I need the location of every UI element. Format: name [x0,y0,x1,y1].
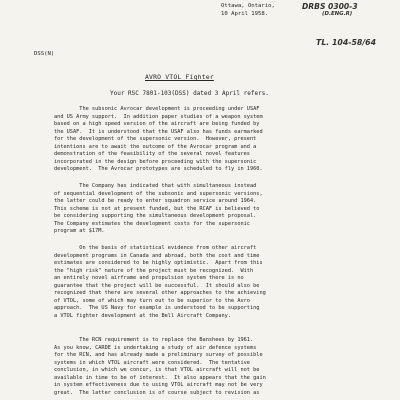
reference-line: Your RSC 7801-103(DSS) dated 3 April refers. [110,90,269,97]
file-reference-stamp: DRBS 0300-3 [302,2,358,11]
addressee: DSS(N) [34,51,55,57]
paragraph-line: intentions are to await the outcome of the Avrocar program and a [54,143,257,150]
paragraph-line: conclusion, in which we concur, is that VTOL aircraft will not be [54,367,260,374]
paragraph-line: On the basis of statistical evidence from other aircraft [54,245,257,251]
paragraph-3 [54,245,354,320]
paragraph-line: program at $17M. [54,228,105,235]
paragraph-line: systems in which VTOL aircraft were considered. The tentative [54,359,250,366]
subject-title: AVRO VTOL Fighter [145,73,214,81]
paragraph-line: a VTOL fighter development at the Bell Aircraft Company. [54,312,232,319]
paragraph-line: for the RCN, and has already made a preliminary survey of possible [54,352,263,359]
file-reference-note: (D.ENG.R) [322,11,353,17]
paragraph-line: available in time to be of interest. It also appears that the gain [54,374,266,381]
paragraph-line: estimates are considered to be highly optimistic. Apart from this [54,260,263,267]
paragraph-line: incorporated in the design before proceeding with the supersonic [54,158,257,165]
paragraph-line: guarantee that the project will be successful. It should also be [54,282,260,289]
paragraph-line: The Company estimates the development costs for the supersonic [54,220,250,227]
paragraph-line: The RCN requirement is to replace the Banshees by 1961. [54,337,254,343]
paragraph-line: great. The latter conclusion is of course subject to revision as [54,389,260,396]
paragraph-line: recognized that there are several other approaches to the achieving [54,290,266,297]
paragraph-line: the USAF. It is understood that the USAF also has funds earmarked [54,128,263,135]
paragraph-line: This scheme is not at present funded, but the RCAF is believed to [54,205,260,212]
handwritten-file-number: TL. 104-58/64 [316,38,377,47]
paragraph-line: The Company has indicated that with simultaneous instead [54,183,257,189]
paragraph-line: demonstration of the feasibility of the several novel features [54,151,250,158]
paragraph-line: As you know, CARDE is undertaking a study of air defence systems [54,344,257,351]
paragraph-line: for the development of the supersonic version. However, present [54,136,257,143]
paragraph-2 [54,183,354,236]
paragraph-1 [54,106,354,174]
paragraph-line: based on a high speed version of the aircraft are being funded by [54,121,260,128]
paragraph-line: in system effectiveness due to using VTOL aircraft may not be very [54,382,263,389]
paragraph-line: be considering supporting the simultaneous development proposal. [54,213,257,220]
paragraph-4 [54,337,354,397]
paragraph-line: of VTOL, some of which may turn out to be superior to the Avro [54,297,250,304]
paragraph-line: development programs in Canada and abroad, both the cost and time [54,252,260,259]
paragraph-line: The subsonic Avrocar development is proceeding under USAF [54,106,260,112]
paragraph-line: an entirely novel airframe and propulsion system there is no [54,275,244,282]
paragraph-line: approach. The US Navy for example is understood to be supporting [54,305,260,312]
header-place: Ottawa, Ontario, [221,3,275,9]
paragraph-line: of sequential development of the subsonic and supersonic versions, [54,190,263,197]
paragraph-line: development. The Avrocar prototypes are scheduled to fly in 1960. [54,166,263,173]
header-date: 10 April 1958. [221,11,269,17]
paragraph-line: the latter could be ready to enter squadron service around 1964. [54,198,257,205]
paragraph-line: and US Army support. In addition paper studies of a weapon system [54,113,263,120]
paragraph-line: the "high risk" nature of the project must be recognized. With [54,267,254,274]
